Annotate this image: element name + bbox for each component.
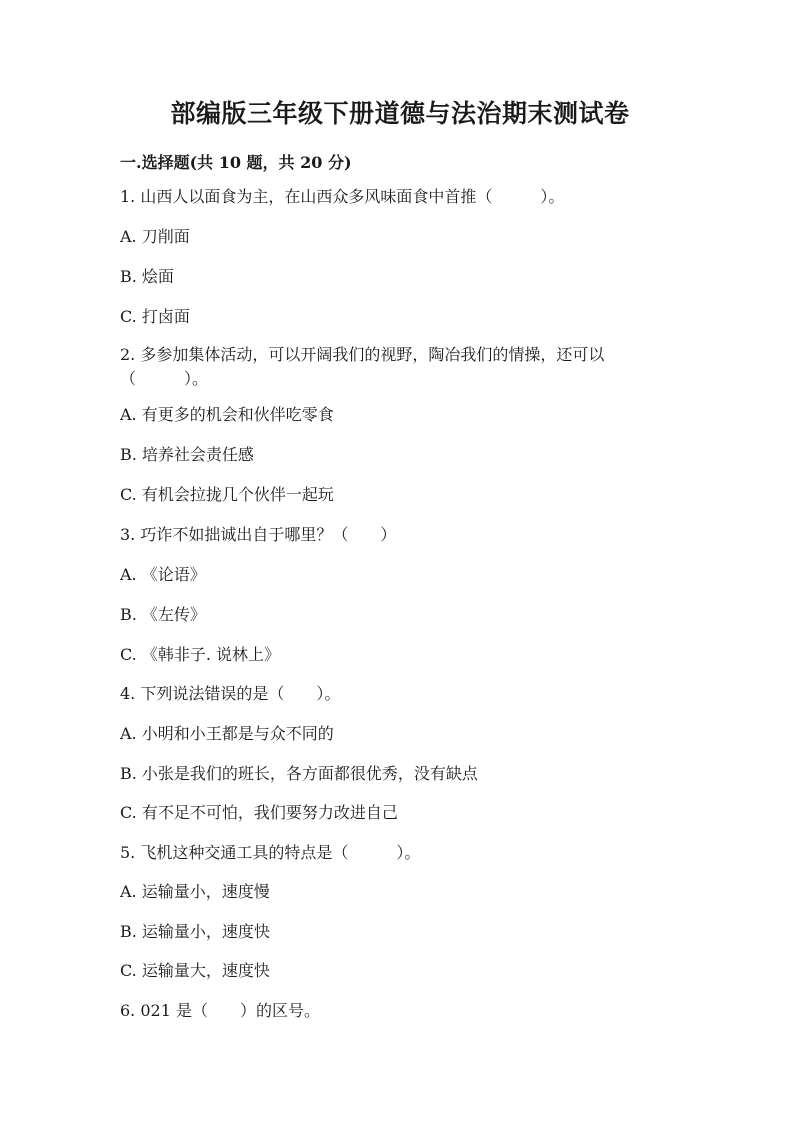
question-5-option-c: C. 运输量大，速度快 [120,961,270,980]
question-2-option-a: A. 有更多的机会和伙伴吃零食 [120,405,334,424]
question-2: 2. 多参加集体活动，可以开阔我们的视野，陶冶我们的情操，还可以（ ）。 [120,345,605,388]
question-1-option-a: A. 刀削面 [120,227,190,246]
question-4-option-c: C. 有不足不可怕，我们要努力改进自己 [120,803,398,822]
question-4-option-a: A. 小明和小王都是与众不同的 [120,724,334,743]
question-3-option-c: C. 《韩非子. 说林上》 [120,645,281,664]
page-title: 部编版三年级下册道德与法治期末测试卷 [170,99,630,128]
question-3: 3. 巧诈不如拙诚出自于哪里？（ ） [120,525,397,544]
question-5: 5. 飞机这种交通工具的特点是（ ）。 [120,843,421,862]
question-1-option-c: C. 打卤面 [120,307,190,326]
question-2-option-c: C. 有机会拉拢几个伙伴一起玩 [120,485,334,504]
question-4: 4. 下列说法错误的是（ ）。 [120,684,341,703]
question-5-option-a: A. 运输量小，速度慢 [120,882,270,901]
question-6: 6. 021 是（ ）的区号。 [120,1001,320,1020]
question-3-option-a: A. 《论语》 [120,565,206,584]
question-1: 1. 山西人以面食为主，在山西众多风味面食中首推（ ）。 [120,187,565,206]
section-heading: 一.选择题(共 10 题，共 20 分) [120,153,352,172]
question-5-option-b: B. 运输量小，速度快 [120,922,270,941]
question-1-option-b: B. 烩面 [120,267,174,286]
question-2-option-b: B. 培养社会责任感 [120,445,254,464]
question-4-option-b: B. 小张是我们的班长，各方面都很优秀，没有缺点 [120,764,478,783]
question-3-option-b: B. 《左传》 [120,605,206,624]
